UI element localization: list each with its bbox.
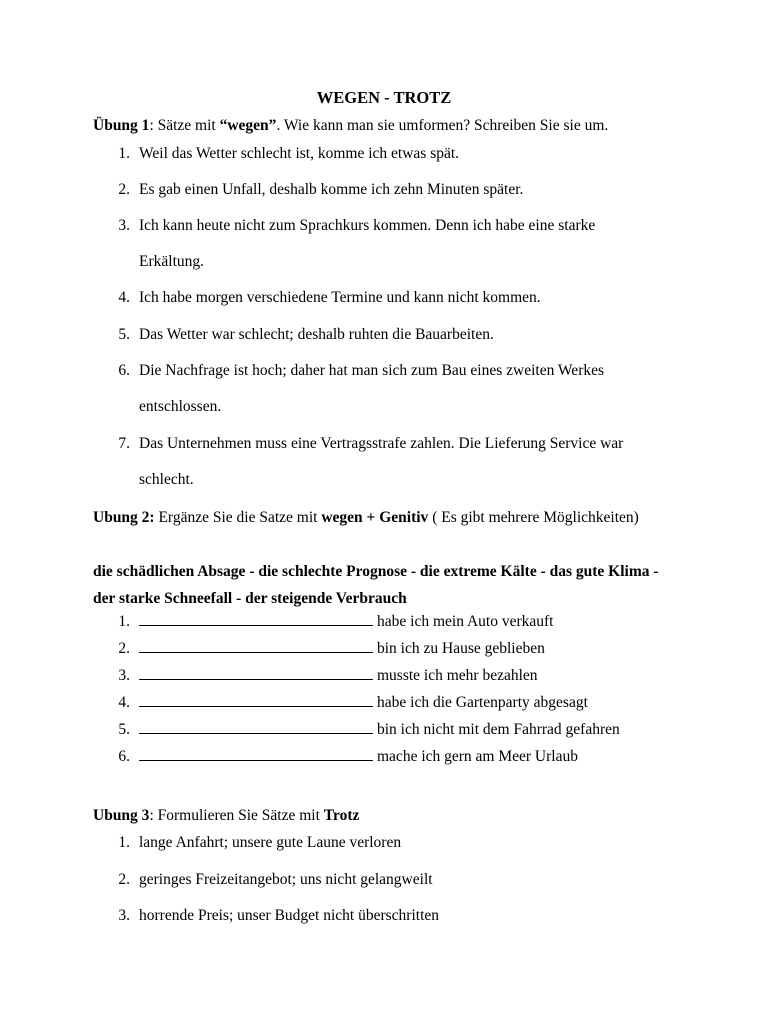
exercise-3-heading	[93, 807, 359, 825]
item-text: Ich habe morgen verschiedene Termine und kann nicht kommen.	[139, 289, 541, 306]
item-text: horrende Preis; unser Budget nicht überschritten	[139, 907, 440, 924]
item-text: habe ich die Gartenparty abgesagt	[377, 694, 588, 711]
exercise-1-label: Übung 1	[93, 117, 150, 134]
item-number: 1.	[118, 145, 130, 162]
exercise-2-label: Ubung 2:	[93, 509, 155, 526]
answer-blank[interactable]	[139, 748, 373, 761]
answer-blank[interactable]	[139, 640, 373, 653]
exercise-1-heading	[93, 117, 608, 135]
item-number: 4.	[118, 289, 130, 306]
exercise-2-text-a: Ergänze Sie die Satze mit	[154, 509, 322, 526]
word-bank: die schädlichen Absage - die schlechte Prognose - die extreme Kälte - das gute Klima - der starke Schneefall - der steigende Verbrauch	[93, 563, 659, 607]
answer-blank[interactable]	[139, 694, 373, 707]
item-text: bin ich zu Hause geblieben	[377, 640, 545, 657]
item-number: 7.	[118, 435, 130, 452]
exercise-2-heading	[93, 504, 683, 531]
exercise-1-keyword: “wegen”	[219, 117, 277, 134]
item-number: 4.	[118, 694, 130, 711]
item-text: musste ich mehr bezahlen	[377, 667, 538, 684]
item-number: 5.	[118, 721, 130, 738]
item-number: 1.	[118, 834, 130, 851]
item-number: 3.	[118, 907, 130, 924]
item-number: 1.	[118, 613, 130, 630]
item-number: 6.	[118, 748, 130, 765]
item-number: 6.	[118, 362, 130, 379]
item-text: mache ich gern am Meer Urlaub	[377, 748, 578, 765]
item-number: 3.	[118, 667, 130, 684]
item-text: Es gab einen Unfall, deshalb komme ich zehn Minuten später.	[139, 181, 524, 198]
answer-blank[interactable]	[139, 721, 373, 734]
item-text: Weil das Wetter schlecht ist, komme ich etwas spät.	[139, 145, 460, 162]
exercise-2-keyword: wegen + Genitiv	[321, 509, 429, 526]
item-text: Ich kann heute nicht zum Sprachkurs kommen. Denn ich habe eine starke Erkältung.	[139, 217, 596, 270]
item-text: Die Nachfrage ist hoch; daher hat man sich zum Bau eines zweiten Werkes entschlossen.	[139, 362, 605, 415]
exercise-3-keyword: Trotz	[323, 807, 360, 824]
item-text: Das Wetter war schlecht; deshalb ruhten die Bauarbeiten.	[139, 326, 494, 343]
answer-blank[interactable]	[139, 613, 373, 626]
item-number: 3.	[118, 217, 130, 234]
item-text: habe ich mein Auto verkauft	[377, 613, 554, 630]
item-number: 5.	[118, 326, 130, 343]
exercise-1-text-b: . Wie kann man sie umformen? Schreiben Sie sie um.	[276, 117, 609, 134]
item-text: lange Anfahrt; unsere gute Laune verloren	[139, 834, 402, 851]
answer-blank[interactable]	[139, 667, 373, 680]
item-text: bin ich nicht mit dem Fahrrad gefahren	[377, 721, 620, 738]
exercise-1-text-a: : Sätze mit	[149, 117, 220, 134]
item-text: geringes Freizeitangebot; uns nicht gelangweilt	[139, 871, 433, 888]
page-title: WEGEN - TROTZ	[316, 88, 452, 107]
exercise-2-text-b: ( Es gibt mehrere Möglichkeiten)	[428, 509, 639, 526]
item-number: 2.	[118, 640, 130, 657]
item-number: 2.	[118, 181, 130, 198]
item-text: Das Unternehmen muss eine Vertragsstrafe zahlen. Die Lieferung Service war schlecht.	[139, 435, 624, 488]
item-number: 2.	[118, 871, 130, 888]
exercise-3-text-a: : Formulieren Sie Sätze mit	[149, 807, 324, 824]
exercise-3-label: Ubung 3	[93, 807, 150, 824]
